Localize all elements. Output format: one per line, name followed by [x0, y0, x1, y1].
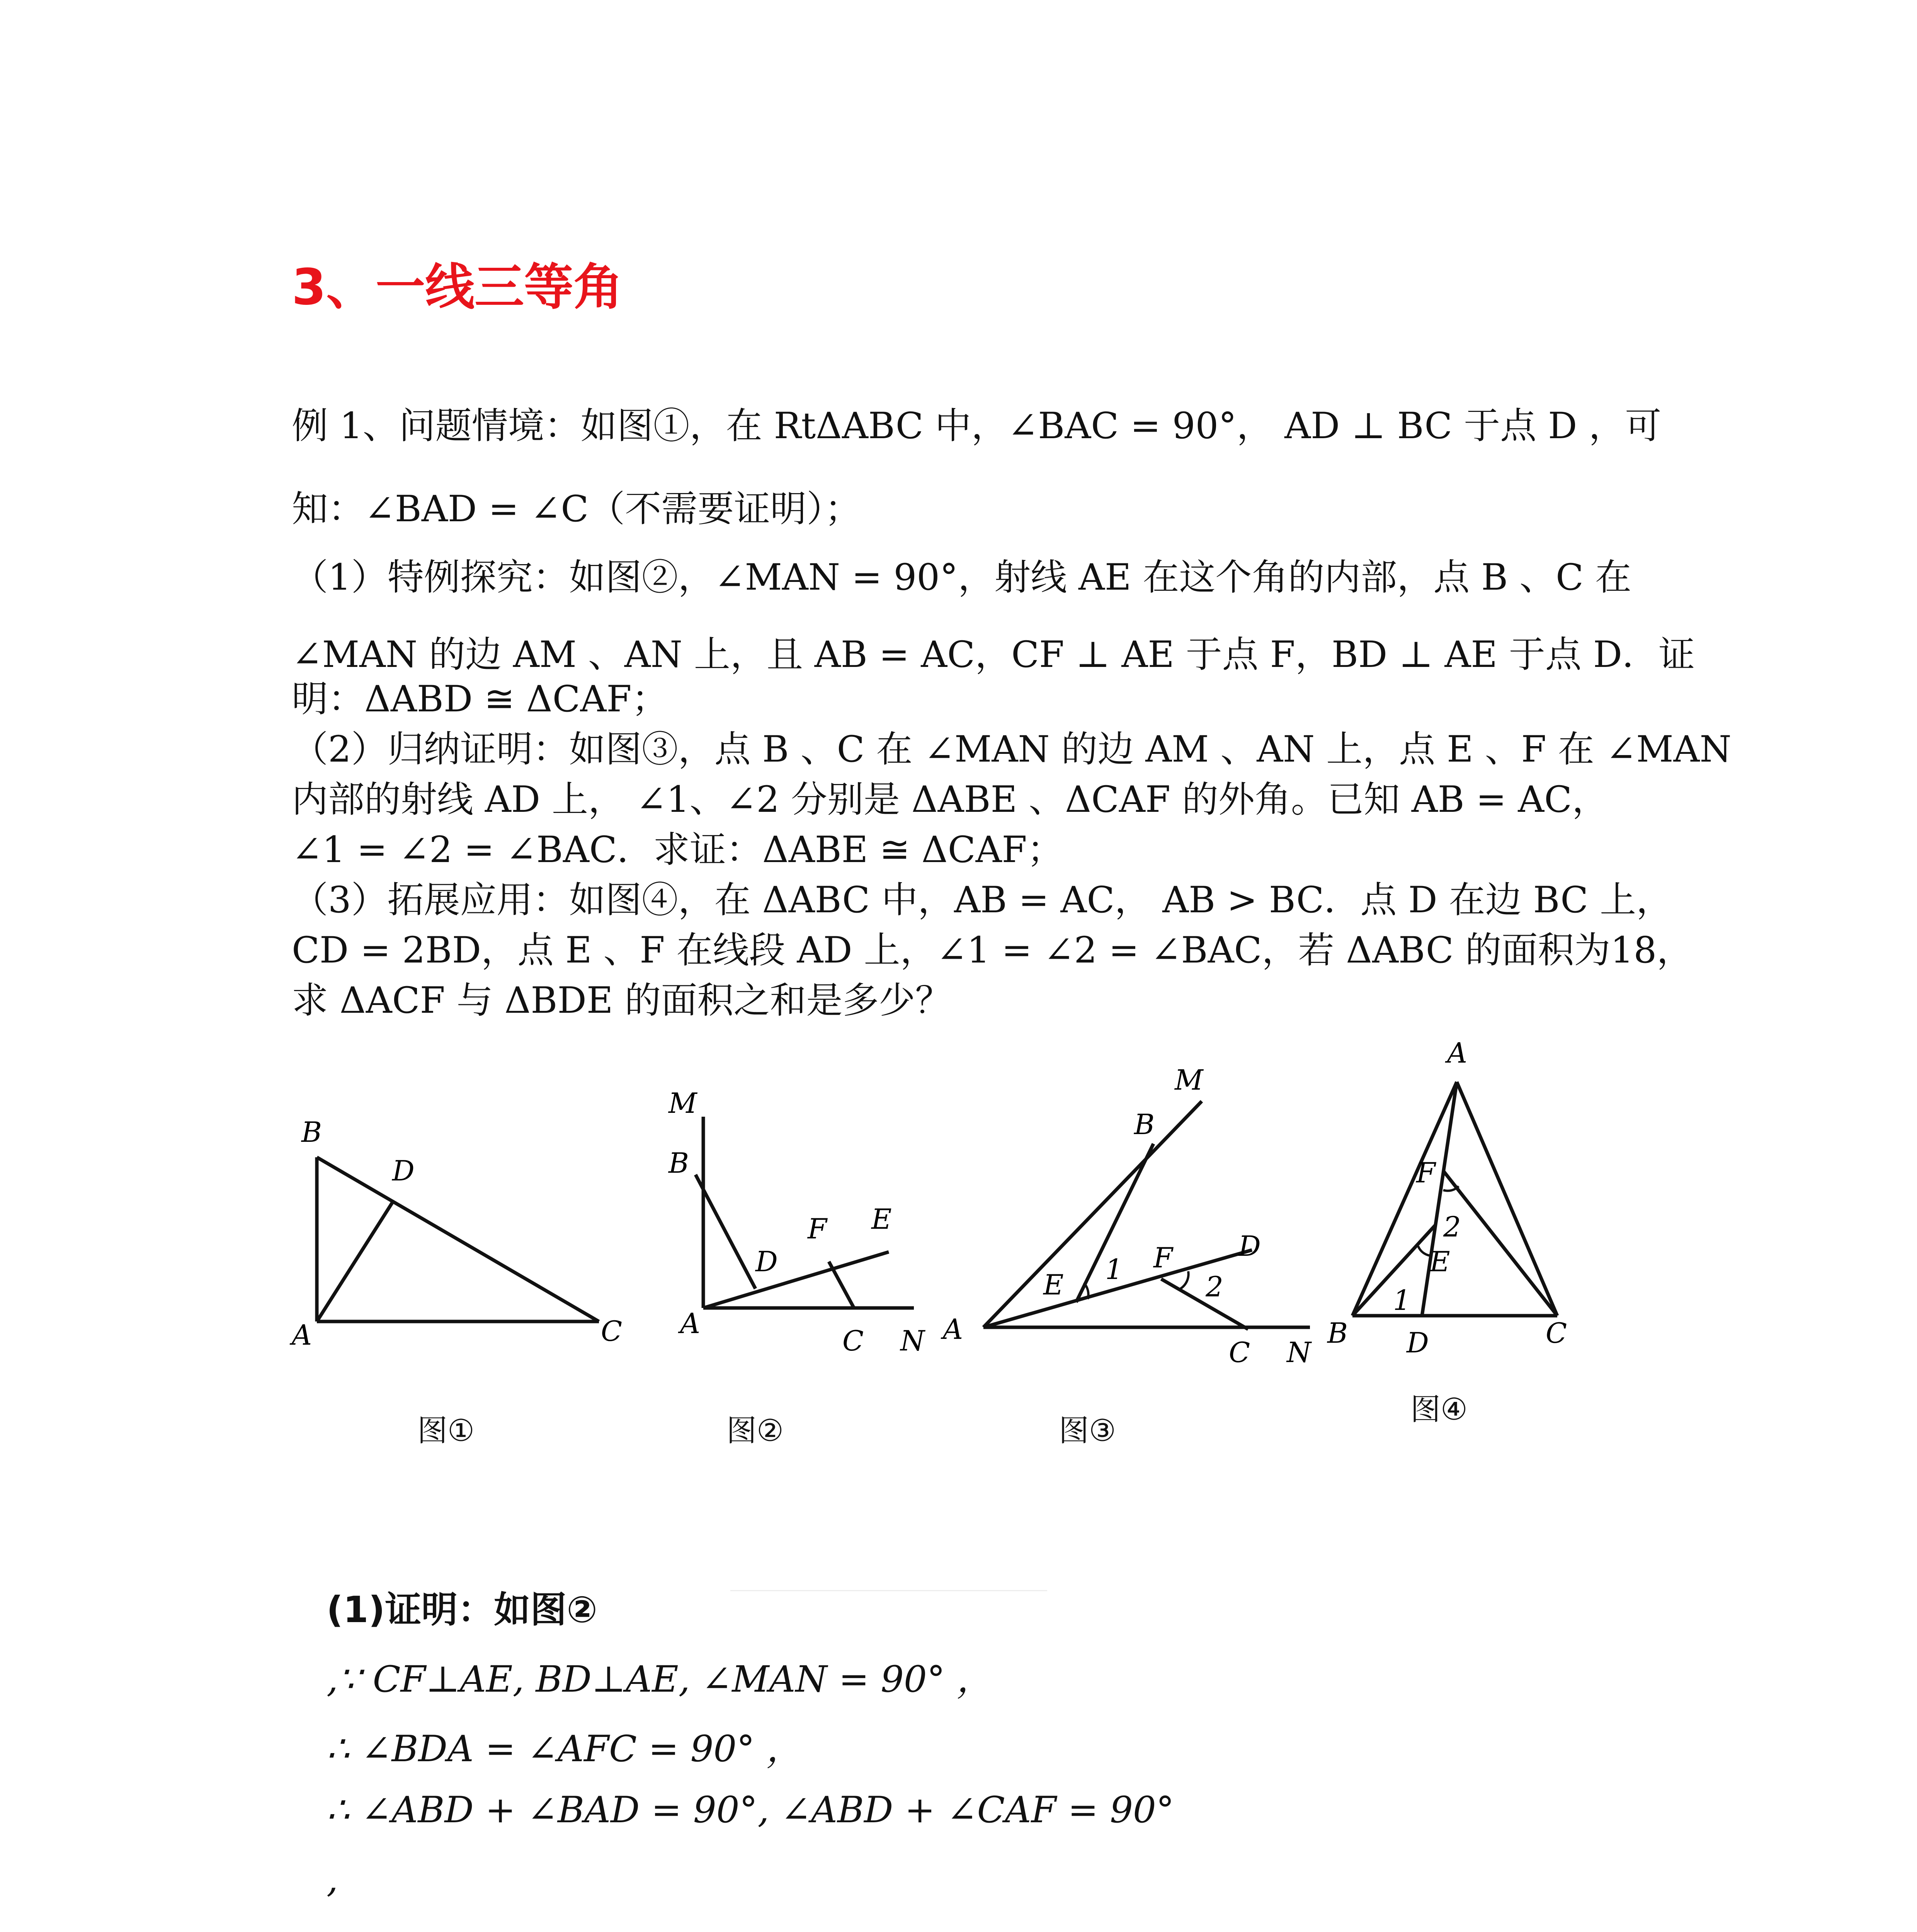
- fig4-label-b: B: [1327, 1317, 1348, 1349]
- fig1-label-c: C: [601, 1315, 623, 1347]
- fig2-label-b: B: [668, 1147, 689, 1179]
- fig4-label-2: 2: [1443, 1211, 1461, 1243]
- part3-line-1: （3）拓展应用：如图④，在 ΔABC 中，AB = AC， AB > BC．点 D 在边 BC 上，: [292, 879, 1673, 921]
- fig3-label-a: A: [943, 1313, 963, 1345]
- proof-line-1: ,∵ CF⊥AE, BD⊥AE, ∠MAN = 90° ，: [327, 1658, 993, 1701]
- fig4-label-f: F: [1416, 1156, 1436, 1189]
- fig3-label-m: M: [1175, 1064, 1203, 1096]
- fig3-label-2: 2: [1206, 1270, 1223, 1303]
- intro-line-2: 知：∠BAD = ∠C（不需要证明）；: [292, 488, 861, 530]
- intro-line-1: 例 1、问题情境：如图①，在 RtΔABC 中，∠BAC = 90°， AD ⊥ BC 于点 D ，可: [292, 405, 1662, 447]
- proof-line-2: ∴ ∠BDA = ∠AFC = 90° ，: [327, 1728, 803, 1770]
- part1: [292, 539, 1695, 694]
- proof-line-3: ∴ ∠ABD + ∠BAD = 90°, ∠ABD + ∠CAF = 90°: [327, 1789, 1174, 1831]
- proof-line-4: ,: [327, 1859, 338, 1901]
- part1-cont: [292, 674, 1732, 1026]
- fig3-label-n: N: [1287, 1336, 1311, 1369]
- fig4-label-c: C: [1546, 1317, 1567, 1349]
- figure-3: [935, 1051, 1341, 1391]
- fig4-label-a: A: [1447, 1037, 1467, 1069]
- part3-line-3: 求 ΔACF 与 ΔBDE 的面积之和是多少？: [292, 980, 952, 1022]
- proof-heading: (1)证明：如图②: [327, 1589, 597, 1631]
- fig1-label-a: A: [292, 1319, 312, 1351]
- fig4-label-e: E: [1430, 1245, 1450, 1278]
- fig1-label-b: B: [301, 1116, 322, 1148]
- fig2-label-a: A: [680, 1307, 700, 1340]
- part1-line-1: （1）特例探究：如图②，∠MAN = 90°，射线 AE 在这个角的内部，点 B 、C 在: [292, 556, 1631, 599]
- fig2-label-d: D: [755, 1245, 778, 1278]
- fig3-caption: 图③: [1059, 1413, 1116, 1448]
- figure-2: [657, 1074, 951, 1376]
- part2-line-3: ∠1 = ∠2 = ∠BAC．求证：ΔABE ≅ ΔCAF；: [292, 829, 1063, 871]
- part2-line-1: （2）归纳证明：如图③，点 B 、C 在 ∠MAN 的边 AM 、AN 上，点 E 、F 在 ∠MAN: [292, 728, 1732, 770]
- proof-line-5: [327, 1930, 685, 1932]
- fig2-label-n: N: [900, 1325, 925, 1357]
- fig3-label-d: D: [1238, 1230, 1261, 1262]
- part1-line-2: ∠MAN 的边 AM 、AN 上，且 AB = AC，CF ⊥ AE 于点 F，BD ⊥ AE 于点 D．证: [292, 634, 1695, 676]
- fig1-caption: 图①: [417, 1413, 475, 1448]
- fig3-label-e: E: [1043, 1269, 1064, 1301]
- fig2-label-e: E: [871, 1203, 892, 1235]
- figure-1: [286, 1105, 657, 1383]
- part2-line-2: 内部的射线 AD 上， ∠1、∠2 分别是 ΔABE 、ΔCAF 的外角。已知 AB = AC，: [292, 779, 1609, 821]
- fig2-label-f: F: [808, 1213, 827, 1245]
- fig4-label-1: 1: [1393, 1284, 1411, 1316]
- separator: [730, 1590, 1047, 1591]
- fig2-label-m: M: [668, 1087, 697, 1119]
- figure-4: [1322, 1028, 1607, 1360]
- fig3-label-f: F: [1153, 1242, 1173, 1274]
- fig4-label-d: D: [1407, 1327, 1429, 1359]
- fig4-caption: 图④: [1410, 1392, 1468, 1427]
- part3-line-2: CD = 2BD，点 E 、F 在线段 AD 上，∠1 = ∠2 = ∠BAC，若 ΔABC 的面积为18，: [292, 929, 1693, 971]
- fig1-label-d: D: [392, 1155, 415, 1187]
- fig3-label-c: C: [1229, 1336, 1250, 1369]
- fig2-caption: 图②: [726, 1413, 784, 1448]
- fig2-label-c: C: [842, 1325, 864, 1357]
- fig3-label-b: B: [1134, 1108, 1155, 1141]
- part1-line-3: 明：ΔABD ≅ ΔCAF；: [292, 678, 668, 720]
- problem-statement: [292, 384, 1662, 551]
- section-title: 3、一线三等角: [292, 259, 623, 316]
- fig3-label-1: 1: [1105, 1253, 1123, 1286]
